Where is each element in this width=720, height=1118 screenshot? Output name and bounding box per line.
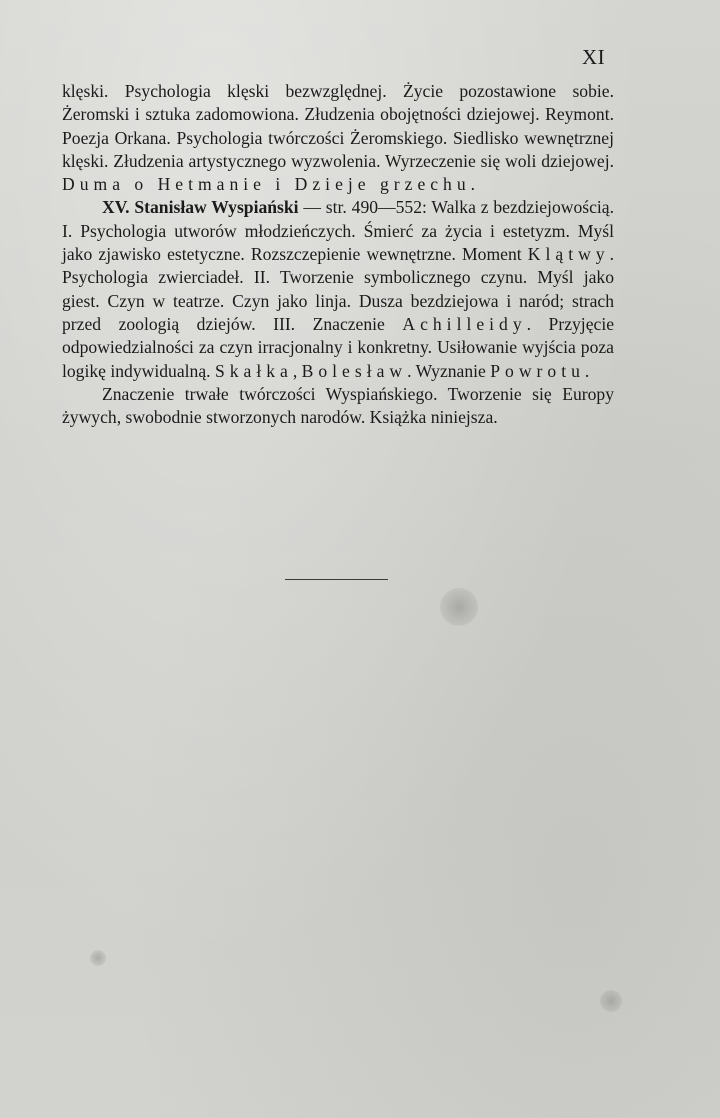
section-divider <box>285 579 388 580</box>
paragraph-1 <box>62 80 614 196</box>
table-of-contents-text <box>62 80 614 429</box>
text-run: . <box>470 174 476 195</box>
paper-stain <box>600 990 622 1012</box>
text-run: . Wyznanie <box>407 360 491 381</box>
spaced-title: Bolesław <box>301 360 408 381</box>
chapter-heading: XV. Stanisław Wyspiański <box>102 197 299 218</box>
text-run: . Przyjęcie odpowiedzialności za czyn irracjonalny i konkretny. Usiłowanie wyjścia poza logikę indywidualną. <box>62 313 615 381</box>
spaced-title: Skałka <box>214 360 293 381</box>
text-run: — str. 490—552: Walka z bezdziejowością. I. Psychologia utworów młodzieńczych. Śmierć za życia i estetyzm. Myśl jako zjawisko estetyczne. Rozszczepienie wewnętrzne. Moment <box>62 197 615 265</box>
paragraph-3: Znaczenie trwałe twórczości Wyspiańskiego. Tworzenie się Europy żywych, swobodnie stworzonych narodów. Książka niniejsza. <box>62 383 614 428</box>
text-run: . Psychologia zwierciadeł. II. Tworzenie symbolicznego czynu. Myśl jako giest. Czyn w teatrze. Czyn jako linja. Dusza bezdziejowa i naród; strach przed zoologią dziejów. III. Znaczenie <box>62 244 614 334</box>
paper-stain <box>440 588 478 626</box>
paper-stain <box>90 950 106 966</box>
spaced-title: Achilleidy <box>402 313 527 334</box>
text-run: klęski. Psychologia klęski bezwzględnej. Życie pozostawione sobie. Żeromski i sztuka zadomowiona. Złudzenia obojętności dziejowej. Reymont. Poezja Orkana. Psychologia twórczości Żeromskiego. Siedlisko wewnętrznej klęski. Złudzenia artystycznego wyzwolenia. Wyrzeczenie się woli dziejowej. <box>62 81 614 171</box>
spaced-title: Powrotu <box>490 360 585 381</box>
paragraph-2 <box>62 196 614 382</box>
text-run: , <box>292 360 302 381</box>
text-run: . <box>584 360 590 381</box>
spaced-title: Duma o Hetmanie i Dzieje grzechu <box>62 174 471 195</box>
spaced-title: Klątwy <box>527 244 610 265</box>
page-number: XI <box>582 45 606 69</box>
